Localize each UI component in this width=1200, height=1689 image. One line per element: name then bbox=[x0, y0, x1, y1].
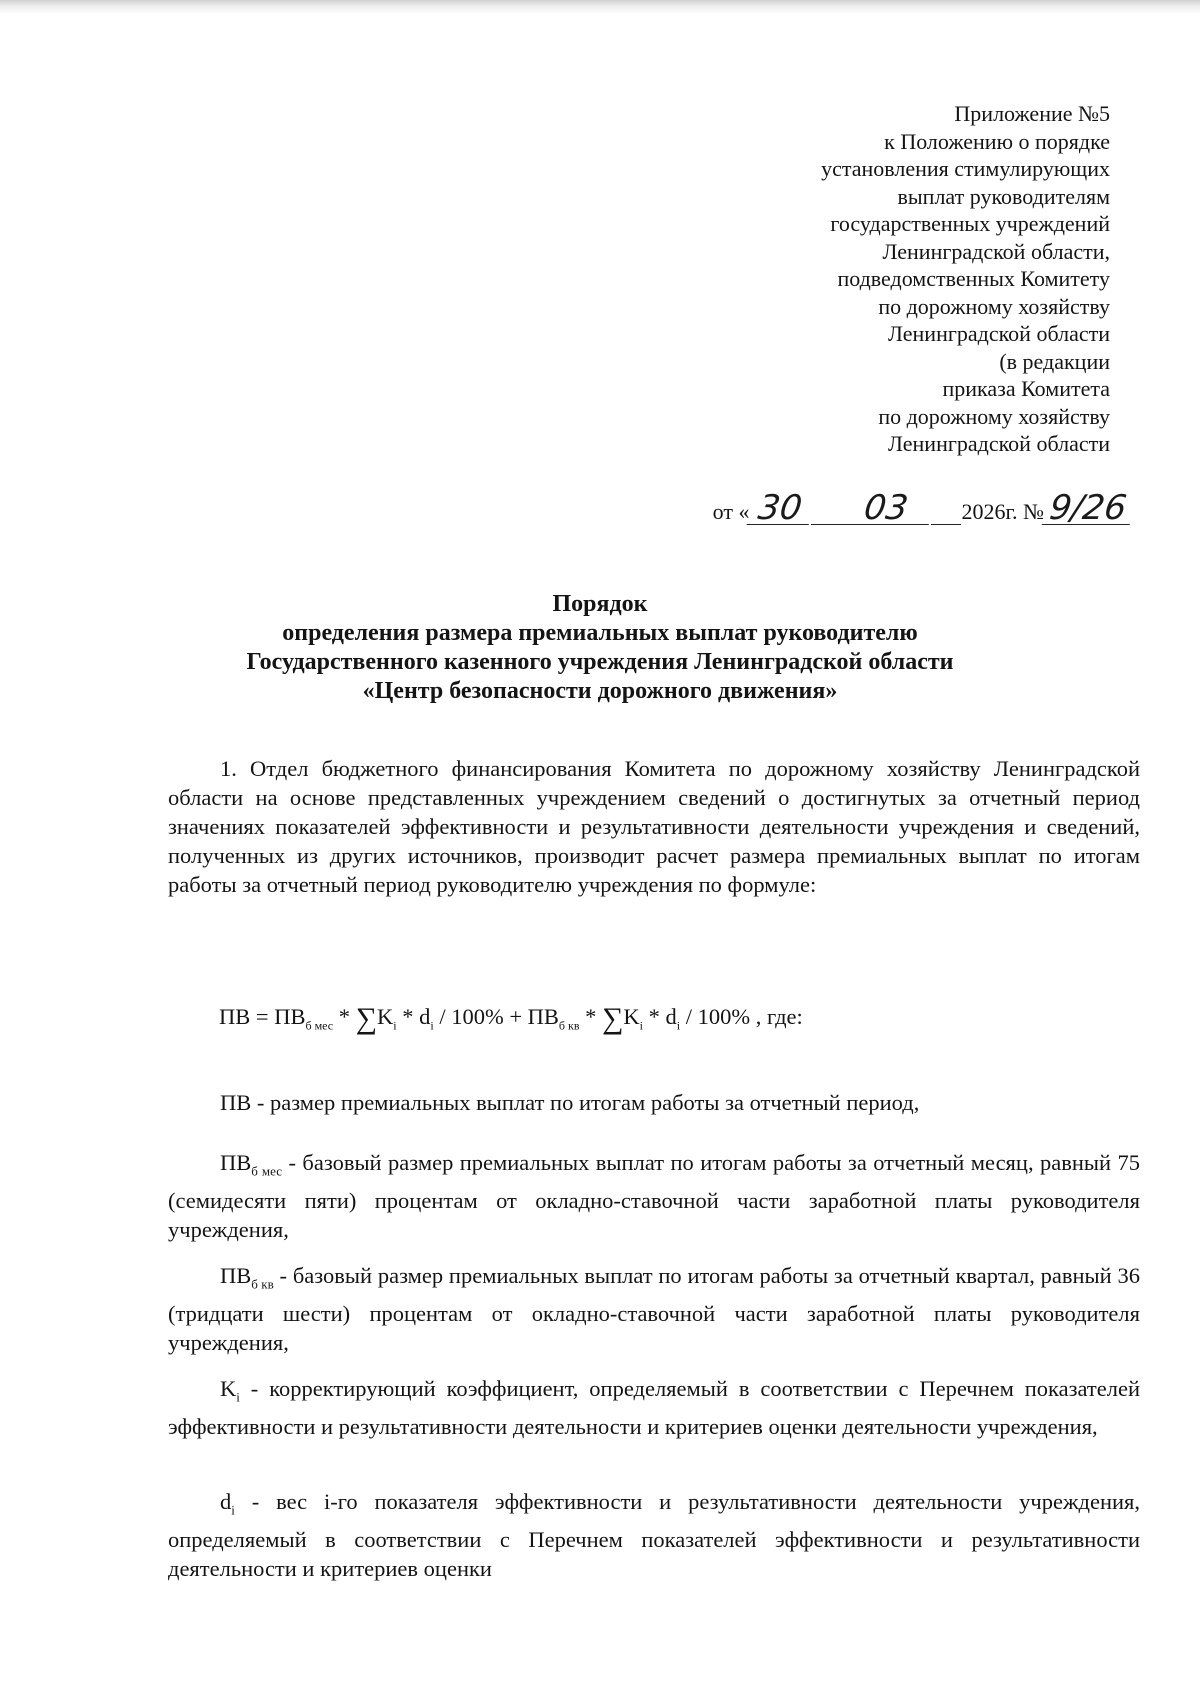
order-month-handwritten: 03 bbox=[839, 492, 934, 525]
definition-pvb-mes bbox=[168, 1148, 1140, 1244]
formula-times: * bbox=[396, 1004, 420, 1029]
definition-symbol: ПВ bbox=[220, 1150, 252, 1175]
formula-tail: / 100% , где: bbox=[680, 1004, 803, 1029]
title-line: Порядок bbox=[552, 591, 648, 617]
formula-k: K bbox=[377, 1004, 394, 1029]
formula-k: K bbox=[623, 1004, 640, 1029]
formula-times: * bbox=[643, 1004, 666, 1029]
order-day-handwritten: 30 bbox=[747, 492, 814, 525]
appendix-line: по дорожному хозяйству bbox=[878, 293, 1110, 319]
formula-sub-i: i bbox=[430, 1018, 434, 1033]
document-title bbox=[0, 590, 1200, 706]
formula-times: * bbox=[333, 1004, 356, 1029]
definition-subscript: б мес bbox=[251, 1163, 283, 1179]
definition-pvb-kv bbox=[168, 1261, 1140, 1357]
appendix-line: Приложение №5 bbox=[954, 101, 1110, 126]
appendix-line: приказа Комитета bbox=[942, 376, 1110, 401]
formula-div: / 100% + bbox=[433, 1004, 528, 1029]
formula-pv: ПВ bbox=[219, 1004, 251, 1029]
definition-k bbox=[168, 1374, 1140, 1441]
definition-text: - базовый размер премиальных выплат по итогам работы за отчетный месяц, равный 75 (семидесяти пяти) процентам от окладно-ставочной части заработной платы руководителя учреждения, bbox=[168, 1150, 1140, 1242]
order-number-handwritten: 9/26 bbox=[1042, 492, 1135, 525]
definition-text: - вес i-го показателя эффективности и результативности деятельности учреждения, определяемый в соответствии с Перечнем показателей эффективности и результативности деятельности и критериев оценки bbox=[168, 1489, 1140, 1581]
definition-pv bbox=[168, 1088, 1140, 1117]
order-date-number bbox=[712, 488, 1132, 528]
appendix-header bbox=[590, 100, 1110, 458]
formula-sum-icon: ∑ bbox=[355, 1002, 378, 1035]
appendix-line: выплат руководителям bbox=[897, 183, 1110, 209]
formula-pvb-mes: ПВ bbox=[274, 1004, 306, 1029]
appendix-line: к Положению о порядке bbox=[884, 128, 1110, 154]
formula-sub-kv: б кв bbox=[558, 1018, 580, 1033]
formula-sub-i: i bbox=[676, 1018, 681, 1033]
definition-text: - базовый размер премиальных выплат по итогам работы за отчетный квартал, равный 36 (тридцати шести) процентам от окладно-ставочной части заработной платы руководителя учреждения, bbox=[168, 1263, 1140, 1355]
definition-subscript: i bbox=[236, 1389, 240, 1405]
appendix-line: установления стимулирующих bbox=[821, 156, 1110, 181]
formula-sum-icon: ∑ bbox=[602, 1002, 624, 1035]
definition-pv-text: ПВ - размер премиальных выплат по итогам работы за отчетный период, bbox=[220, 1090, 920, 1115]
paragraph-1 bbox=[168, 754, 1140, 899]
definition-text: - корректирующий коэффициент, определяемый в соответствии с Перечнем показателей эффективности и результативности деятельности и критериев оценки деятельности учреждения, bbox=[168, 1376, 1140, 1439]
appendix-line: (в редакции bbox=[999, 348, 1110, 374]
appendix-line: Ленинградской области bbox=[888, 321, 1110, 346]
title-line: «Центр безопасности дорожного движения» bbox=[362, 678, 838, 704]
definition-symbol: K bbox=[220, 1376, 237, 1401]
formula-eq: = bbox=[250, 1004, 275, 1029]
definition-subscript: б кв bbox=[251, 1276, 274, 1292]
title-line: определения размера премиальных выплат руководителю bbox=[282, 620, 918, 646]
formula-sub-i: i bbox=[639, 1018, 644, 1033]
formula-sub-mes: б мес bbox=[305, 1018, 334, 1033]
appendix-line: Ленинградской области bbox=[888, 431, 1110, 456]
appendix-line: по дорожному хозяйству bbox=[878, 403, 1110, 429]
title-line: Государственного казенного учреждения Ленинградской области bbox=[246, 649, 954, 675]
formula bbox=[219, 1004, 803, 1034]
definition-symbol: ПВ bbox=[220, 1263, 252, 1288]
formula-pvb-kv: ПВ bbox=[527, 1004, 559, 1029]
formula-times: * bbox=[579, 1004, 603, 1029]
appendix-line: подведомственных Комитету bbox=[837, 266, 1110, 291]
scan-edge bbox=[0, 0, 1200, 14]
definition-d bbox=[168, 1487, 1140, 1583]
order-blank-gap bbox=[811, 524, 841, 525]
order-prefix: от « bbox=[712, 499, 750, 524]
appendix-line: государственных учреждений bbox=[830, 211, 1110, 236]
definition-subscript: i bbox=[231, 1502, 235, 1518]
formula-d: d bbox=[419, 1004, 431, 1029]
appendix-line: Ленинградской области, bbox=[882, 238, 1110, 264]
order-blank-gap bbox=[931, 524, 961, 525]
order-year-text: 2026г. № bbox=[961, 499, 1044, 524]
definition-symbol: d bbox=[220, 1489, 232, 1514]
formula-sub-i: i bbox=[393, 1018, 397, 1033]
paragraph-1-text: 1. Отдел бюджетного финансирования Комитета по дорожному хозяйству Ленинградской области на основе представленных учреждением сведений о достигнутых за отчетный период значениях показателей эффективности и результативности деятельности учреждения и сведений, полученных из других источников, производит расчет размера премиальных выплат по итогам работы за отчетный период руководителю учреждения по формуле: bbox=[168, 756, 1140, 897]
formula-d: d bbox=[665, 1004, 677, 1029]
